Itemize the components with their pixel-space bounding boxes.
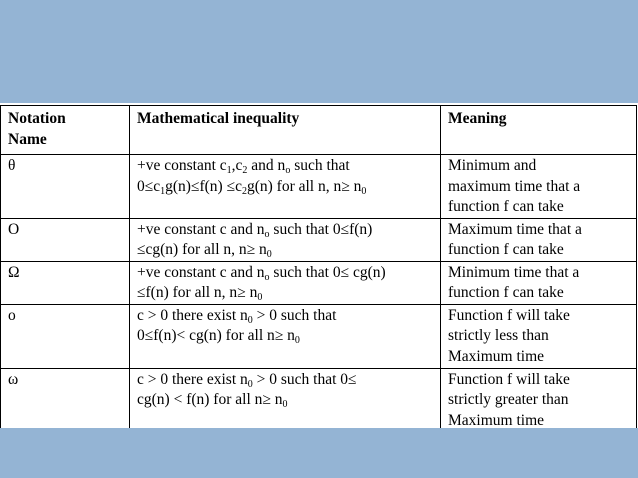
header-meaning: Meaning [441,106,637,155]
meaning-cell: Function f will take strictly less than Maximum time [441,304,637,368]
inequality-line-2: 0≤f(n)< cg(n) for all $n\ge n_0$ [137,327,300,346]
inequality-line-2: ≤cg(n) for all n, $n\ge n_0$ [137,241,272,260]
header-notation-name: Notation Name [1,106,130,155]
inequality-line-1: c > 0 there exist $n_0 > 0$ such that 0≤ [137,370,357,390]
meaning-cell: Function f will take strictly greater than Maximum time [441,368,637,432]
inequality-line-1: c > 0 there exist $n_0 > 0$ such that [137,306,337,326]
inequality-cell [130,261,441,304]
inequality-line-2: cg(n) < f(n) for all $n\ge n_0$ [137,391,288,410]
inequality-line-1: +ve constant c and $n_o$ such that 0≤ cg(n) [137,263,386,283]
asymptotic-notation-table [0,105,637,432]
meaning-cell: Minimum and maximum time that a function f can take [441,155,637,219]
inequality-cell [130,304,441,368]
notation-symbol: O [1,218,130,261]
header-band [0,0,638,103]
header-mathematical-inequality: Mathematical inequality [130,106,441,155]
footer-band [0,428,638,478]
inequality-line-2: ≤f(n) for all n, $n\ge n_0$ [137,284,263,303]
notation-symbol: Ω [1,261,130,304]
notation-symbol: θ [1,155,130,219]
table-row-big-o [1,218,637,261]
table-header-row [1,106,637,155]
inequality-line-1: +ve constant c and $n_o$ such that 0≤f(n) [137,220,373,240]
table-row-little-o [1,304,637,368]
table-row-little-omega [1,368,637,432]
notation-symbol: o [1,304,130,368]
inequality-line-2: $0\le c_1g(n)\le f(n) \le c_2g(n)$ for all n, $n\ge n_0$ [137,177,367,197]
meaning-cell: Minimum time that a function f can take [441,261,637,304]
inequality-cell [130,368,441,432]
meaning-cell: Maximum time that a function f can take [441,218,637,261]
slide-content [0,103,638,428]
table-row-big-omega [1,261,637,304]
inequality-line-1: +ve constant $c_1,c_2$ and $n_o$ such that [137,157,350,176]
table-row-theta [1,155,637,219]
inequality-cell [130,218,441,261]
inequality-cell [130,155,441,219]
notation-symbol: ω [1,368,130,432]
